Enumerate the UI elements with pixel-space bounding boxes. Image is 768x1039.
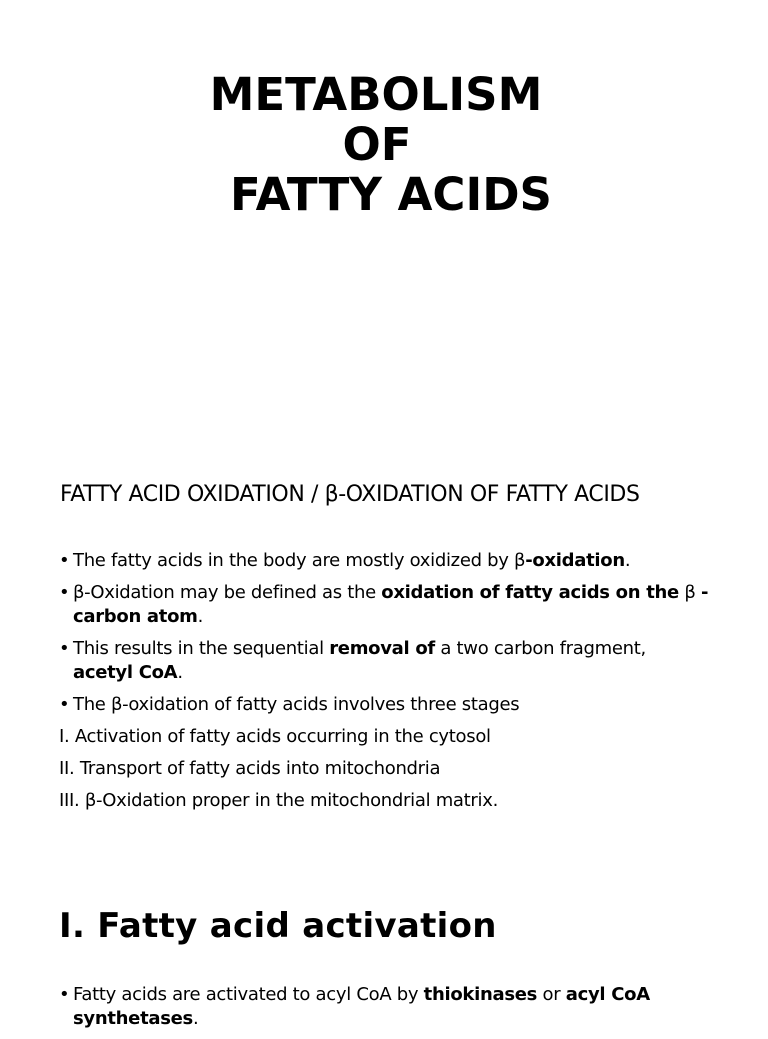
oxidation-heading: FATTY ACID OXIDATION / β-OXIDATION OF FATTY ACIDS	[60, 482, 640, 507]
list-item-bold: acetyl CoA	[73, 662, 178, 683]
title-line-1: METABOLISM	[209, 68, 543, 121]
list-item-text: .	[197, 606, 204, 627]
stage-item: III. β-Oxidation proper in the mitochondrial matrix.	[59, 790, 498, 811]
title-slide	[0, 70, 768, 220]
list-item-text: .	[177, 662, 183, 683]
list-item-text: Fatty acids are activated to acyl CoA by	[73, 984, 424, 1005]
list-item	[59, 693, 719, 717]
list-item-text: β-Oxidation may be defined as the	[73, 582, 382, 603]
list-item-text: a two carbon fragment,	[434, 638, 646, 659]
title-line-2: OF	[342, 118, 412, 171]
list-item-text: The β-oxidation of fatty acids involves three stages	[73, 694, 520, 715]
list-item-bold: -	[701, 582, 709, 603]
list-item-bold: synthetases	[73, 1008, 193, 1029]
activation-title: I. Fatty acid activation	[59, 906, 497, 946]
stage-item: I. Activation of fatty acids occurring in the cytosol	[59, 726, 491, 747]
oxidation-list	[59, 549, 719, 821]
list-item-bold: oxidation of fatty acids on the	[381, 582, 679, 603]
list-item-text: The fatty acids in the body are mostly oxidized by β	[73, 550, 526, 571]
title-line-3: FATTY ACIDS	[230, 168, 552, 221]
list-item-text: .	[624, 550, 631, 571]
list-item-text: β	[678, 582, 701, 603]
list-item-bold: -oxidation	[525, 550, 625, 571]
stage-item: II. Transport of fatty acids into mitochondria	[59, 758, 441, 779]
list-item-bold: carbon atom	[73, 606, 198, 627]
list-item	[59, 637, 719, 685]
list-item-text: or	[537, 984, 566, 1005]
list-item-bold: acyl CoA	[565, 984, 650, 1005]
activation-list	[59, 983, 719, 1039]
list-item-text: .	[192, 1008, 199, 1029]
list-item-bold: thiokinases	[423, 984, 538, 1005]
list-item-bold: removal of	[329, 638, 435, 659]
list-item	[59, 581, 719, 629]
list-item-text: This results in the sequential	[73, 638, 330, 659]
list-item	[59, 549, 719, 573]
